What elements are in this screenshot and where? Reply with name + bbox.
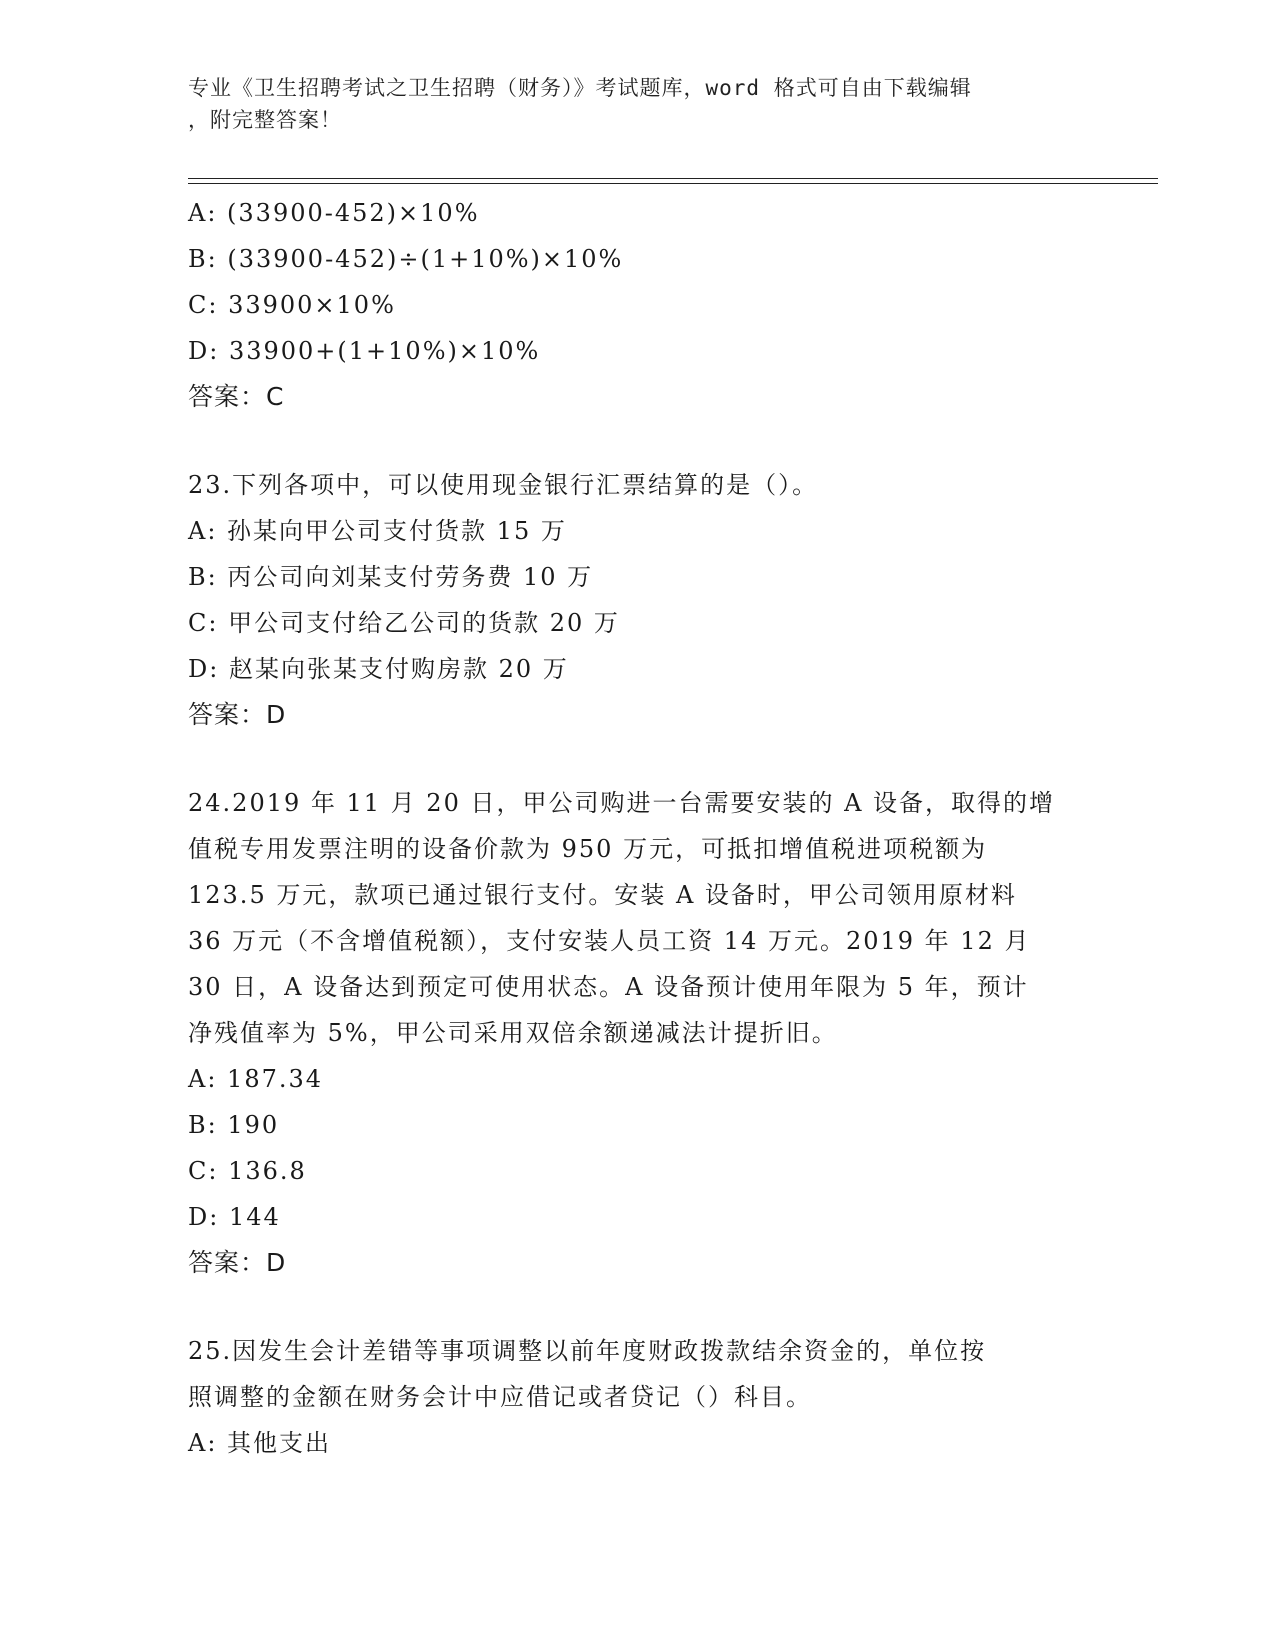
stem-line: 123.5 万元，款项已通过银行支付。安装 A 设备时，甲公司领用原材料: [188, 881, 1017, 909]
question-content: [188, 190, 1088, 1466]
option-b: B: 丙公司向刘某支付劳务费 10 万: [188, 563, 594, 591]
option-c: C: 136.8: [188, 1157, 307, 1185]
question-22-options: [188, 190, 1088, 374]
option-b: B: (33900-452)÷(1+10%)×10%: [188, 245, 624, 273]
question-25-stem: [188, 1328, 1088, 1420]
stem-line: 净残值率为 5%，甲公司采用双倍余额递减法计提折旧。: [188, 1019, 838, 1047]
option-c: C: 33900×10%: [188, 291, 396, 319]
question-24-answer: 答案：D: [188, 1248, 287, 1277]
option-d: D: 赵某向张某支付购房款 20 万: [188, 655, 569, 683]
header-divider-top: [188, 178, 1158, 179]
stem-line: 24.2019 年 11 月 20 日，甲公司购进一台需要安装的 A 设备，取得的增: [188, 789, 1056, 817]
option-b: B: 190: [188, 1111, 280, 1139]
question-23-answer: 答案：D: [188, 700, 287, 729]
spacer: [188, 738, 1088, 780]
option-a: A: 187.34: [188, 1065, 324, 1093]
stem-line: 36 万元（不含增值税额），支付安装人员工资 14 万元。2019 年 12 月: [188, 927, 1031, 955]
question-23-stem: 23.下列各项中，可以使用现金银行汇票结算的是（）。: [188, 471, 819, 499]
spacer: [188, 420, 1088, 462]
stem-line: 30 日，A 设备达到预定可使用状态。A 设备预计使用年限为 5 年，预计: [188, 973, 1029, 1001]
header-line-1: 专业《卫生招聘考试之卫生招聘（财务）》考试题库，word 格式可自由下载编辑: [188, 76, 972, 100]
question-22-answer: 答案：C: [188, 382, 285, 411]
question-24-options: [188, 1056, 1088, 1240]
document-header: [188, 72, 1078, 136]
question-24-stem: [188, 780, 1088, 1056]
option-a: A: (33900-452)×10%: [188, 199, 480, 227]
option-c: C: 甲公司支付给乙公司的货款 20 万: [188, 609, 620, 637]
option-a: A: 其他支出: [188, 1429, 332, 1457]
option-a: A: 孙某向甲公司支付货款 15 万: [188, 517, 567, 545]
header-line-2: ，附完整答案！: [188, 108, 342, 132]
option-d: D: 33900+(1+10%)×10%: [188, 337, 541, 365]
question-25-options: [188, 1420, 1088, 1466]
stem-line: 25.因发生会计差错等事项调整以前年度财政拨款结余资金的，单位按: [188, 1337, 987, 1365]
stem-line: 值税专用发票注明的设备价款为 950 万元，可抵扣增值税进项税额为: [188, 835, 988, 863]
option-d: D: 144: [188, 1203, 281, 1231]
stem-line: 照调整的金额在财务会计中应借记或者贷记（）科目。: [188, 1383, 812, 1411]
header-divider-bottom: [188, 183, 1158, 184]
spacer: [188, 1286, 1088, 1328]
question-23-options: [188, 508, 1088, 692]
